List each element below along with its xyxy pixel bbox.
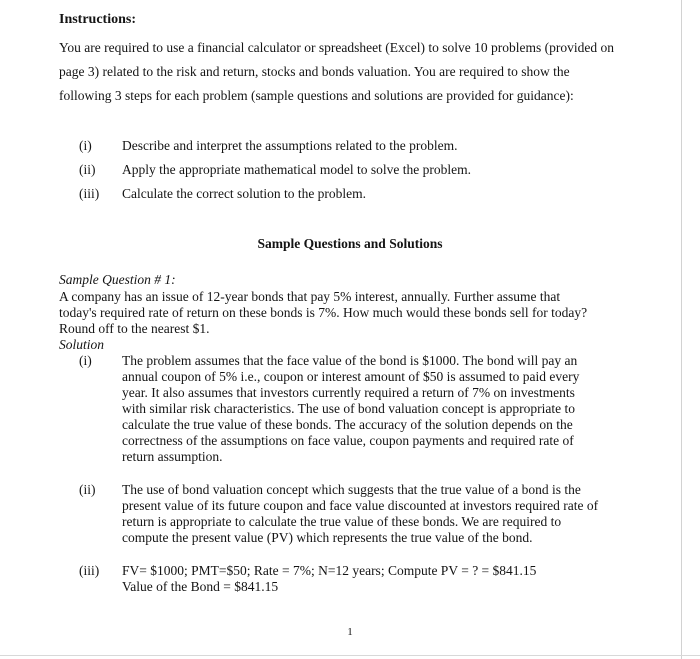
computation-line: FV= $1000; PMT=$50; Rate = 7%; N=12 years; Compute PV = ? = $841.15 xyxy=(122,563,537,578)
solution-item-number: (iii) xyxy=(79,563,100,578)
instructions-heading: Instructions: xyxy=(59,12,137,27)
step-text: Calculate the correct solution to the problem. xyxy=(122,186,367,201)
question-label: Sample Question # 1: xyxy=(59,272,176,287)
bond-value-line: Value of the Bond = $841.15 xyxy=(122,579,279,594)
solution-item-number: (i) xyxy=(79,353,92,368)
solution-item-number: (ii) xyxy=(79,482,96,497)
solution-item-text: The problem assumes that the face value of the bond is $1000. The bond will pay an annual coupon of 5% i.e., coupon or interest amount of $50 is assumed to paid every year. It also assumes that investors currently required a return of 7% on investments with similar risk characteristics. The use of bond valuation concept is appropriate to calculate the true value of these bonds. The accuracy of the solution depends on the correctness of the assumptions on face value, coupon payments and required rate of return assumption. xyxy=(122,353,580,464)
solution-item-text: The use of bond valuation concept which suggests that the true value of a bond is the present value of its future coupon and face value discounted at investors required rate of return is appropriate to calculate the true value of these bonds. We are required to compute the present value (PV) which represents the true value of the bond. xyxy=(122,482,599,545)
step-number: (iii) xyxy=(79,186,100,201)
solution-label: Solution xyxy=(59,337,105,352)
step-number: (ii) xyxy=(79,162,96,177)
page-edge-divider xyxy=(681,0,682,659)
page-bottom-divider xyxy=(0,655,700,656)
step-text: Apply the appropriate mathematical model to solve the problem. xyxy=(122,162,472,177)
section-title: Sample Questions and Solutions xyxy=(257,236,443,251)
instructions-paragraph: You are required to use a financial calculator or spreadsheet (Excel) to solve 10 problems (provided on page 3) related to the risk and return, stocks and bonds valuation. You are required to show the following 3 steps for each problem (sample questions and solutions are provided for guidance): xyxy=(59,40,614,103)
step-number: (i) xyxy=(79,138,92,153)
question-text: A company has an issue of 12-year bonds that pay 5% interest, annually. Further assume that today's required rate of return on these bonds is 7%. How much would these bonds sell for today? Round off to the nearest $1. xyxy=(59,289,588,336)
page-number: 1 xyxy=(347,626,353,638)
step-text: Describe and interpret the assumptions related to the problem. xyxy=(122,138,458,153)
solution-item-text xyxy=(122,563,600,595)
